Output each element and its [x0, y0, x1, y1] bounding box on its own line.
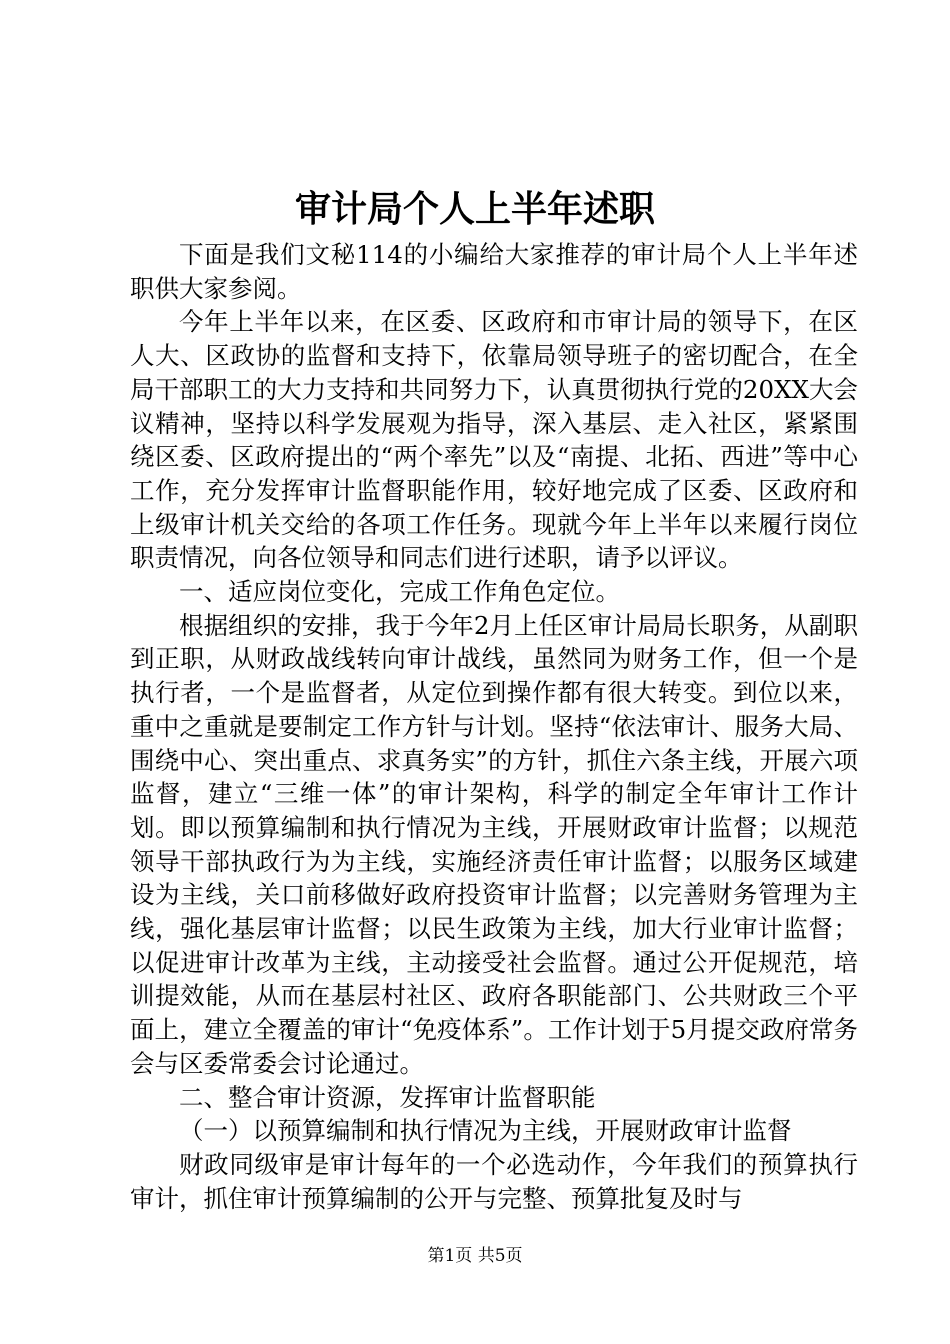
paragraph-intro: 下面是我们文秘114的小编给大家推荐的审计局个人上半年述职供大家参阅。	[130, 240, 858, 303]
document-title: 审计局个人上半年述职	[294, 188, 655, 230]
page-number: 第1页 共5页	[427, 1246, 523, 1266]
document-body	[130, 238, 858, 1215]
paragraph-role: 根据组织的安排，我于今年2月上任区审计局局长职务，从副职到正职，从财政战线转向审计战线，虽然同为财务工作，但一个是执行者，一个是监督者，从定位到操作都有很大转变。到位以来，重中之重就是要制定工作方针与计划。坚持“依法审计、服务大局、围绕中心、突出重点、求真务实”的方针，抓住六条主线，开展六项监督，建立“三维一体”的审计架构，科学的制定全年审计工作计划。即以预算编制和执行情况为主线，开展财政审计监督；以规范领导干部执政行为为主线，实施经济责任审计监督；以服务区域建设为主线，关口前移做好政府投资审计监督；以完善财务管理为主线，强化基层审计监督；以民生政策为主线，加大行业审计监督；以促进审计改革为主线，主动接受社会监督。通过公开促规范，培训提效能，从而在基层村社区、政府各职能部门、公共财政三个平面上，建立全覆盖的审计“免疫体系”。工作计划于5月提交政府常务会与区委常委会讨论通过。	[130, 610, 858, 1078]
paragraph-budget-audit: 财政同级审是审计每年的一个必选动作，今年我们的预算执行审计，抓住审计预算编制的公开与完整、预算批复及时与	[130, 1149, 858, 1213]
paragraph-overview: 今年上半年以来，在区委、区政府和市审计局的领导下，在区人大、区政协的监督和支持下，依靠局领导班子的密切配合，在全局干部职工的大力支持和共同努力下，认真贯彻执行党的20XX大会议精神，坚持以科学发展观为指导，深入基层、走入社区，紧紧围绕区委、区政府提出的“两个率先”以及“南提、北拓、西进”等中心工作，充分发挥审计监督职能作用，较好地完成了区委、区政府和上级审计机关交给的各项工作任务。现就今年上半年以来履行岗位职责情况，向各位领导和同志们进行述职，请予以评议。	[130, 307, 858, 573]
subsection-heading-1: （一）以预算编制和执行情况为主线，开展财政审计监督	[179, 1116, 792, 1146]
section-heading-1: 一、适应岗位变化，完成工作角色定位。	[179, 577, 620, 607]
section-heading-2: 二、整合审计资源，发挥审计监督职能	[179, 1082, 596, 1112]
